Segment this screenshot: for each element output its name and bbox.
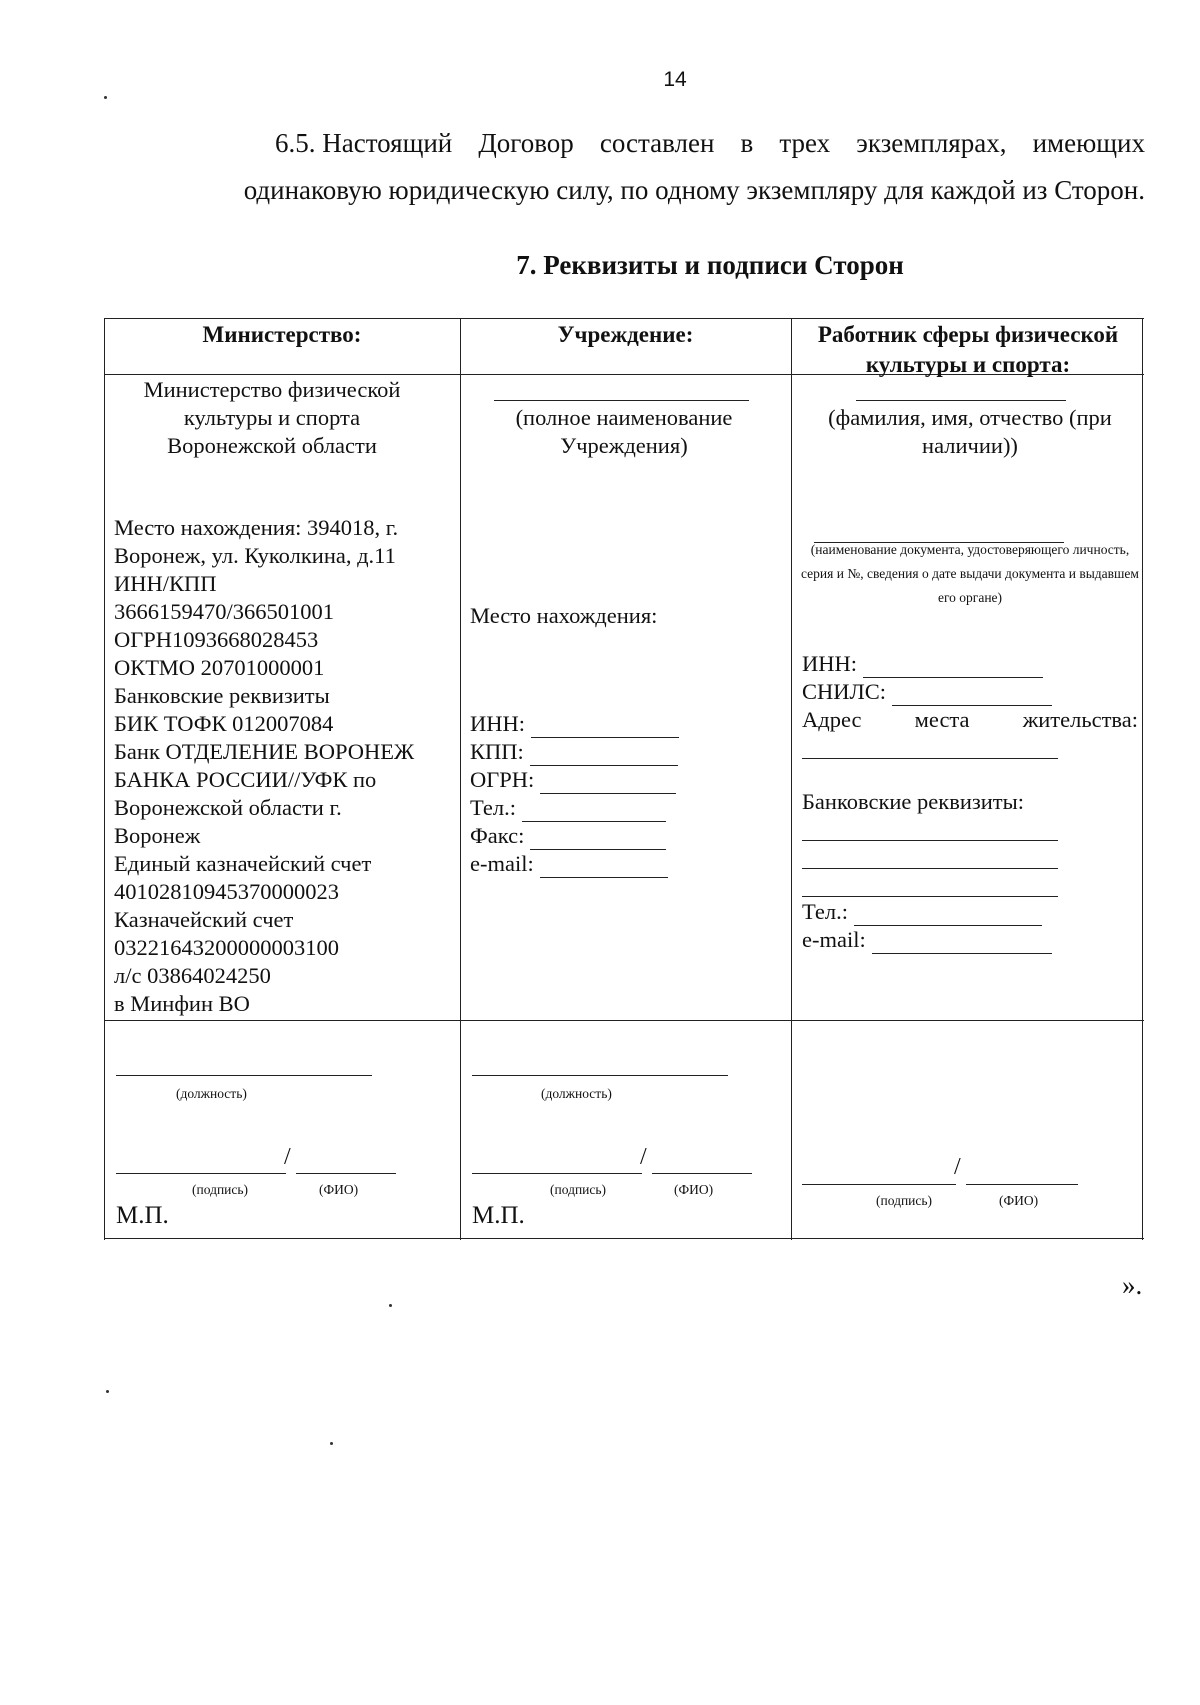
- header-worker: Работник сферы физической культуры и спорта:: [817, 322, 1119, 377]
- worker-signature-line: [802, 1184, 956, 1185]
- worker-inn-field: ИНН:: [802, 650, 1138, 678]
- institution-sign-slash: /: [640, 1144, 647, 1170]
- worker-name-hint: (фамилия, имя, отчество (при наличии)): [828, 405, 1112, 458]
- ministry-detail-line: Банковские реквизиты: [114, 683, 330, 708]
- ministry-detail-line: ОКТМО 20701000001: [114, 655, 325, 680]
- institution-kpp-field: КПП:: [470, 738, 780, 766]
- clause-word: экземплярах,: [856, 128, 1007, 158]
- clause-word: имеющих: [1032, 128, 1145, 158]
- ministry-detail-line: 3666159470/366501001: [114, 599, 335, 624]
- ministry-fio-line: [296, 1173, 396, 1174]
- column-divider-1: [460, 318, 461, 1240]
- clause-word: в: [740, 128, 754, 158]
- institution-position-line: [472, 1075, 728, 1076]
- ministry-detail-line: Место нахождения: 394018, г.: [114, 515, 399, 540]
- institution-inn-field: ИНН:: [470, 710, 780, 738]
- institution-ogrn-field: ОГРН:: [470, 766, 780, 794]
- ministry-detail-line: л/с 03864024250: [114, 963, 271, 988]
- ministry-detail-line: 03221643200000003100: [114, 935, 339, 960]
- worker-bank-line-2: [802, 868, 1058, 869]
- table-border-top: [104, 318, 1144, 319]
- ministry-sign-slash: /: [284, 1144, 291, 1170]
- table-border-left: [104, 318, 105, 1240]
- worker-bank-label: Банковские реквизиты:: [802, 789, 1025, 814]
- institution-location: Место нахождения:: [470, 603, 658, 628]
- ministry-detail-line: ОГРН1093668028453: [114, 627, 319, 652]
- worker-name-line: [856, 400, 1066, 401]
- worker-phone-field: Тел.:: [802, 898, 1138, 926]
- institution-fields: [470, 710, 780, 878]
- scan-speck: [330, 1442, 333, 1445]
- clause-line-2: одинаковую юридическую силу, по одному экземпляру для каждой из Сторон.: [243, 175, 1145, 205]
- worker-document-hint: (наименование документа, удостоверяющего личность, серия и №, сведения о дате выдачи документа и выдавшем его органе): [801, 542, 1139, 605]
- signature-divider: [104, 1020, 1144, 1021]
- institution-fio-hint: (ФИО): [674, 1182, 714, 1197]
- worker-bank-line-1: [802, 840, 1058, 841]
- worker-fio-hint: (ФИО): [999, 1193, 1039, 1208]
- table-border-right: [1142, 318, 1143, 1240]
- worker-contacts: [802, 898, 1138, 954]
- ministry-detail-line: в Минфин ВО: [114, 991, 250, 1016]
- ministry-detail-line: 40102810945370000023: [114, 879, 339, 904]
- worker-bank-line-3: [802, 896, 1058, 897]
- header-ministry: Министерство:: [202, 322, 362, 347]
- worker-snils-field: СНИЛС:: [802, 678, 1138, 706]
- institution-fax-field: Факс:: [470, 822, 780, 850]
- closing-quote: ».: [1122, 1270, 1143, 1300]
- worker-signature-hint: (подпись): [876, 1193, 933, 1208]
- ministry-detail-line: Воронеж, ул. Куколкина, д.11: [114, 543, 396, 568]
- page-number: 14: [663, 68, 687, 91]
- institution-stamp-mark: М.П.: [472, 1202, 525, 1229]
- header-institution: Учреждение:: [557, 322, 694, 347]
- institution-phone-field: Тел.:: [470, 794, 780, 822]
- institution-signature-hint: (подпись): [550, 1182, 607, 1197]
- worker-email-field: e-mail:: [802, 926, 1138, 954]
- worker-sign-slash: /: [954, 1154, 961, 1180]
- worker-address-line: [802, 758, 1058, 759]
- scan-speck: [389, 1304, 392, 1307]
- ministry-detail-line: Единый казначейский счет: [114, 851, 372, 876]
- clause-6-5: [205, 120, 1145, 214]
- ministry-fio-hint: (ФИО): [319, 1182, 359, 1197]
- requisites-table: [104, 318, 1144, 1240]
- scan-speck: [106, 1390, 109, 1393]
- institution-name-hint: (полное наименование Учреждения): [515, 405, 733, 458]
- clause-word: 6.5. Настоящий: [275, 128, 453, 158]
- ministry-signature-line: [116, 1173, 286, 1174]
- institution-signature-line: [472, 1173, 642, 1174]
- ministry-detail-line: Воронеж: [114, 823, 201, 848]
- clause-line-1: [205, 120, 1145, 167]
- ministry-stamp-mark: М.П.: [116, 1202, 169, 1229]
- ministry-details: [114, 514, 454, 1018]
- ministry-detail-line: БАНКА РОССИИ//УФК по: [114, 767, 377, 792]
- scan-speck: [104, 96, 107, 99]
- section-heading: 7. Реквизиты и подписи Сторон: [516, 250, 904, 280]
- ministry-detail-line: БИК ТОФК 012007084: [114, 711, 334, 736]
- ministry-detail-line: Воронежской области г.: [114, 795, 342, 820]
- ministry-detail-line: Банк ОТДЕЛЕНИЕ ВОРОНЕЖ: [114, 739, 415, 764]
- clause-word: Договор: [478, 128, 574, 158]
- ministry-detail-line: Казначейский счет: [114, 907, 294, 932]
- ministry-position-hint: (должность): [176, 1086, 247, 1101]
- ministry-name: Министерство физической культуры и спорта Воронежской области: [143, 377, 401, 458]
- ministry-position-line: [116, 1075, 372, 1076]
- table-border-bottom: [104, 1238, 1144, 1239]
- institution-email-field: e-mail:: [470, 850, 780, 878]
- clause-word: составлен: [599, 128, 715, 158]
- ministry-detail-line: ИНН/КПП: [114, 571, 217, 596]
- clause-word: трех: [779, 128, 831, 158]
- ministry-signature-hint: (подпись): [192, 1182, 249, 1197]
- worker-fields: [802, 650, 1138, 734]
- worker-fio-line: [966, 1184, 1078, 1185]
- institution-fio-line: [652, 1173, 752, 1174]
- institution-name-line: [494, 400, 749, 401]
- column-divider-2: [791, 318, 792, 1240]
- institution-position-hint: (должность): [541, 1086, 612, 1101]
- worker-address-label: Адрес места жительства:: [802, 707, 1138, 732]
